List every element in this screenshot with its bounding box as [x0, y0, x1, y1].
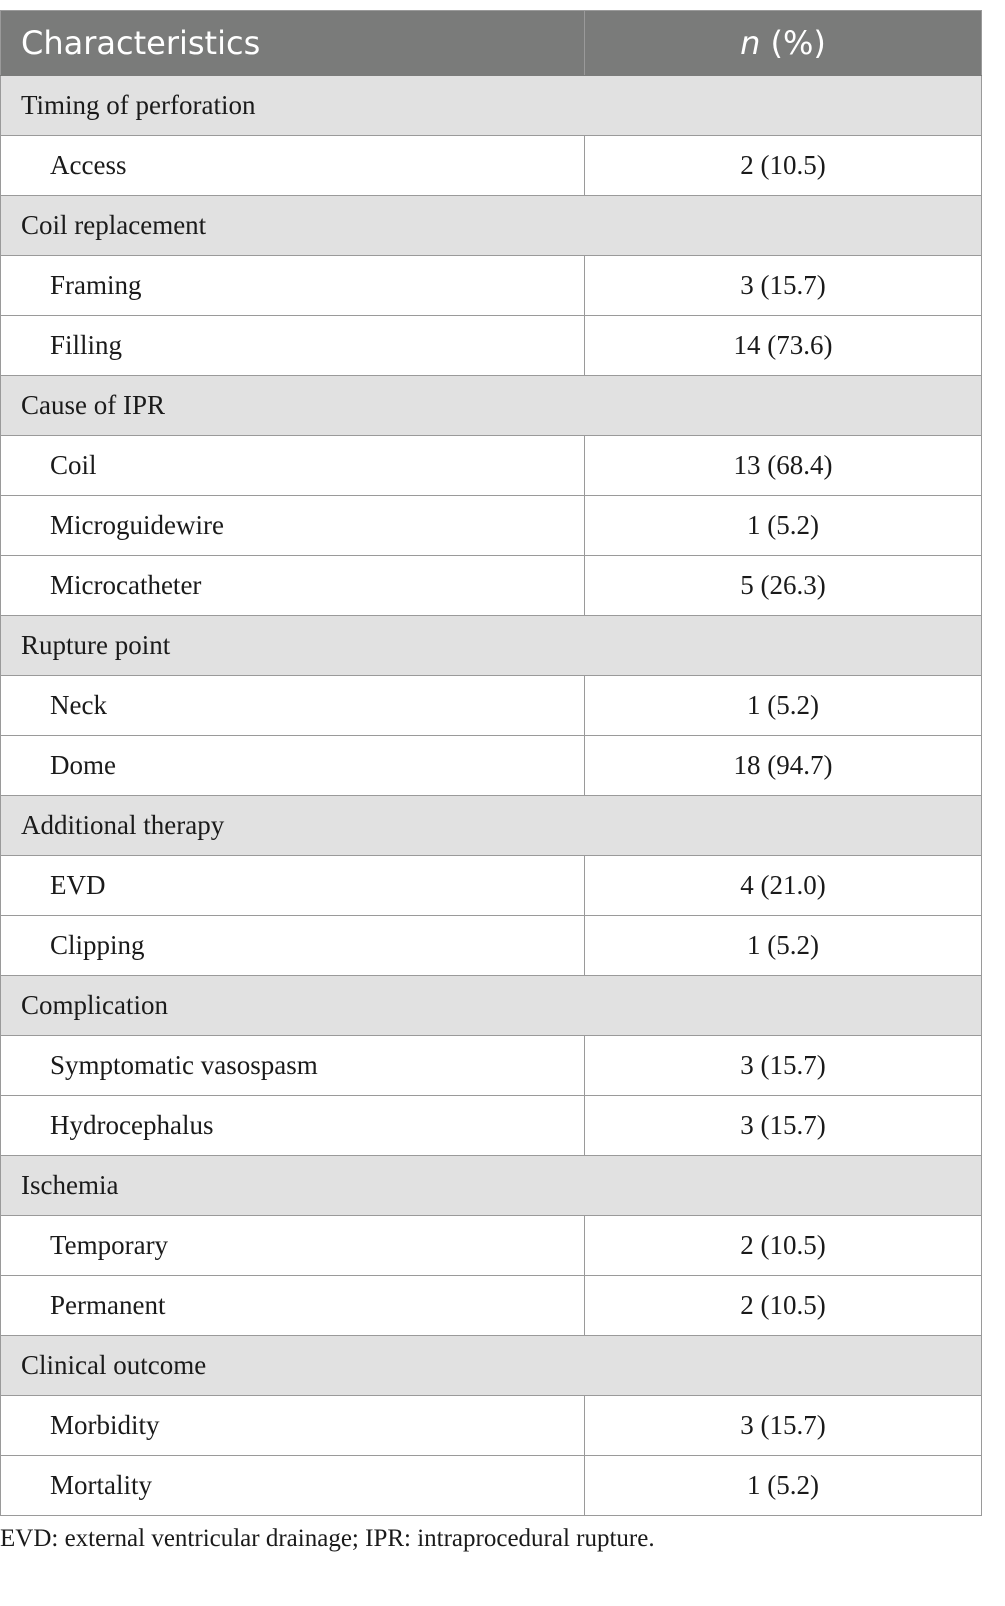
header-characteristics: Characteristics — [1, 11, 585, 76]
table-group-row — [1, 376, 982, 436]
row-value: 2 (10.5) — [585, 1216, 982, 1276]
table-group-row — [1, 1336, 982, 1396]
table-row — [1, 1036, 982, 1096]
row-value: 13 (68.4) — [585, 436, 982, 496]
row-label: Mortality — [1, 1456, 585, 1516]
group-label: Ischemia — [1, 1156, 982, 1216]
row-label: Coil — [1, 436, 585, 496]
row-value: 18 (94.7) — [585, 736, 982, 796]
row-value: 3 (15.7) — [585, 1096, 982, 1156]
row-label: Framing — [1, 256, 585, 316]
table-row — [1, 436, 982, 496]
table-row — [1, 676, 982, 736]
row-value: 4 (21.0) — [585, 856, 982, 916]
group-label: Coil replacement — [1, 196, 982, 256]
header-n-percent — [585, 11, 982, 76]
table-group-row — [1, 616, 982, 676]
row-value: 3 (15.7) — [585, 256, 982, 316]
group-label: Additional therapy — [1, 796, 982, 856]
table-row — [1, 856, 982, 916]
row-label: Temporary — [1, 1216, 585, 1276]
table-group-row — [1, 976, 982, 1036]
group-label: Clinical outcome — [1, 1336, 982, 1396]
row-value: 1 (5.2) — [585, 916, 982, 976]
table-row — [1, 916, 982, 976]
row-value: 1 (5.2) — [585, 496, 982, 556]
table-row — [1, 556, 982, 616]
header-percent-symbol: (%) — [760, 24, 826, 62]
row-label: Access — [1, 136, 585, 196]
table-row — [1, 136, 982, 196]
table-row — [1, 1396, 982, 1456]
row-value: 14 (73.6) — [585, 316, 982, 376]
characteristics-table-container — [0, 10, 981, 1516]
group-label: Rupture point — [1, 616, 982, 676]
group-label: Timing of perforation — [1, 76, 982, 136]
table-group-row — [1, 1156, 982, 1216]
header-n-symbol: n — [740, 24, 761, 62]
row-label: Dome — [1, 736, 585, 796]
group-label: Complication — [1, 976, 982, 1036]
row-label: Permanent — [1, 1276, 585, 1336]
row-label: Filling — [1, 316, 585, 376]
table-row — [1, 316, 982, 376]
row-value: 2 (10.5) — [585, 136, 982, 196]
table-row — [1, 496, 982, 556]
row-label: Clipping — [1, 916, 585, 976]
row-label: Symptomatic vasospasm — [1, 1036, 585, 1096]
row-value: 2 (10.5) — [585, 1276, 982, 1336]
group-label: Cause of IPR — [1, 376, 982, 436]
row-label: Hydrocephalus — [1, 1096, 585, 1156]
row-label: EVD — [1, 856, 585, 916]
table-header-row — [1, 11, 982, 76]
row-value: 3 (15.7) — [585, 1036, 982, 1096]
table-row — [1, 736, 982, 796]
table-group-row — [1, 76, 982, 136]
row-value: 1 (5.2) — [585, 676, 982, 736]
table-footnote: EVD: external ventricular drainage; IPR: intraprocedural rupture. — [0, 1525, 655, 1552]
table-row — [1, 1276, 982, 1336]
row-label: Neck — [1, 676, 585, 736]
table-group-row — [1, 196, 982, 256]
row-value: 5 (26.3) — [585, 556, 982, 616]
characteristics-table — [0, 10, 982, 1516]
table-body — [1, 76, 982, 1516]
table-row — [1, 1096, 982, 1156]
table-group-row — [1, 796, 982, 856]
table-row — [1, 1456, 982, 1516]
row-label: Morbidity — [1, 1396, 585, 1456]
row-label: Microguidewire — [1, 496, 585, 556]
row-label: Microcatheter — [1, 556, 585, 616]
row-value: 3 (15.7) — [585, 1396, 982, 1456]
row-value: 1 (5.2) — [585, 1456, 982, 1516]
table-row — [1, 256, 982, 316]
table-row — [1, 1216, 982, 1276]
